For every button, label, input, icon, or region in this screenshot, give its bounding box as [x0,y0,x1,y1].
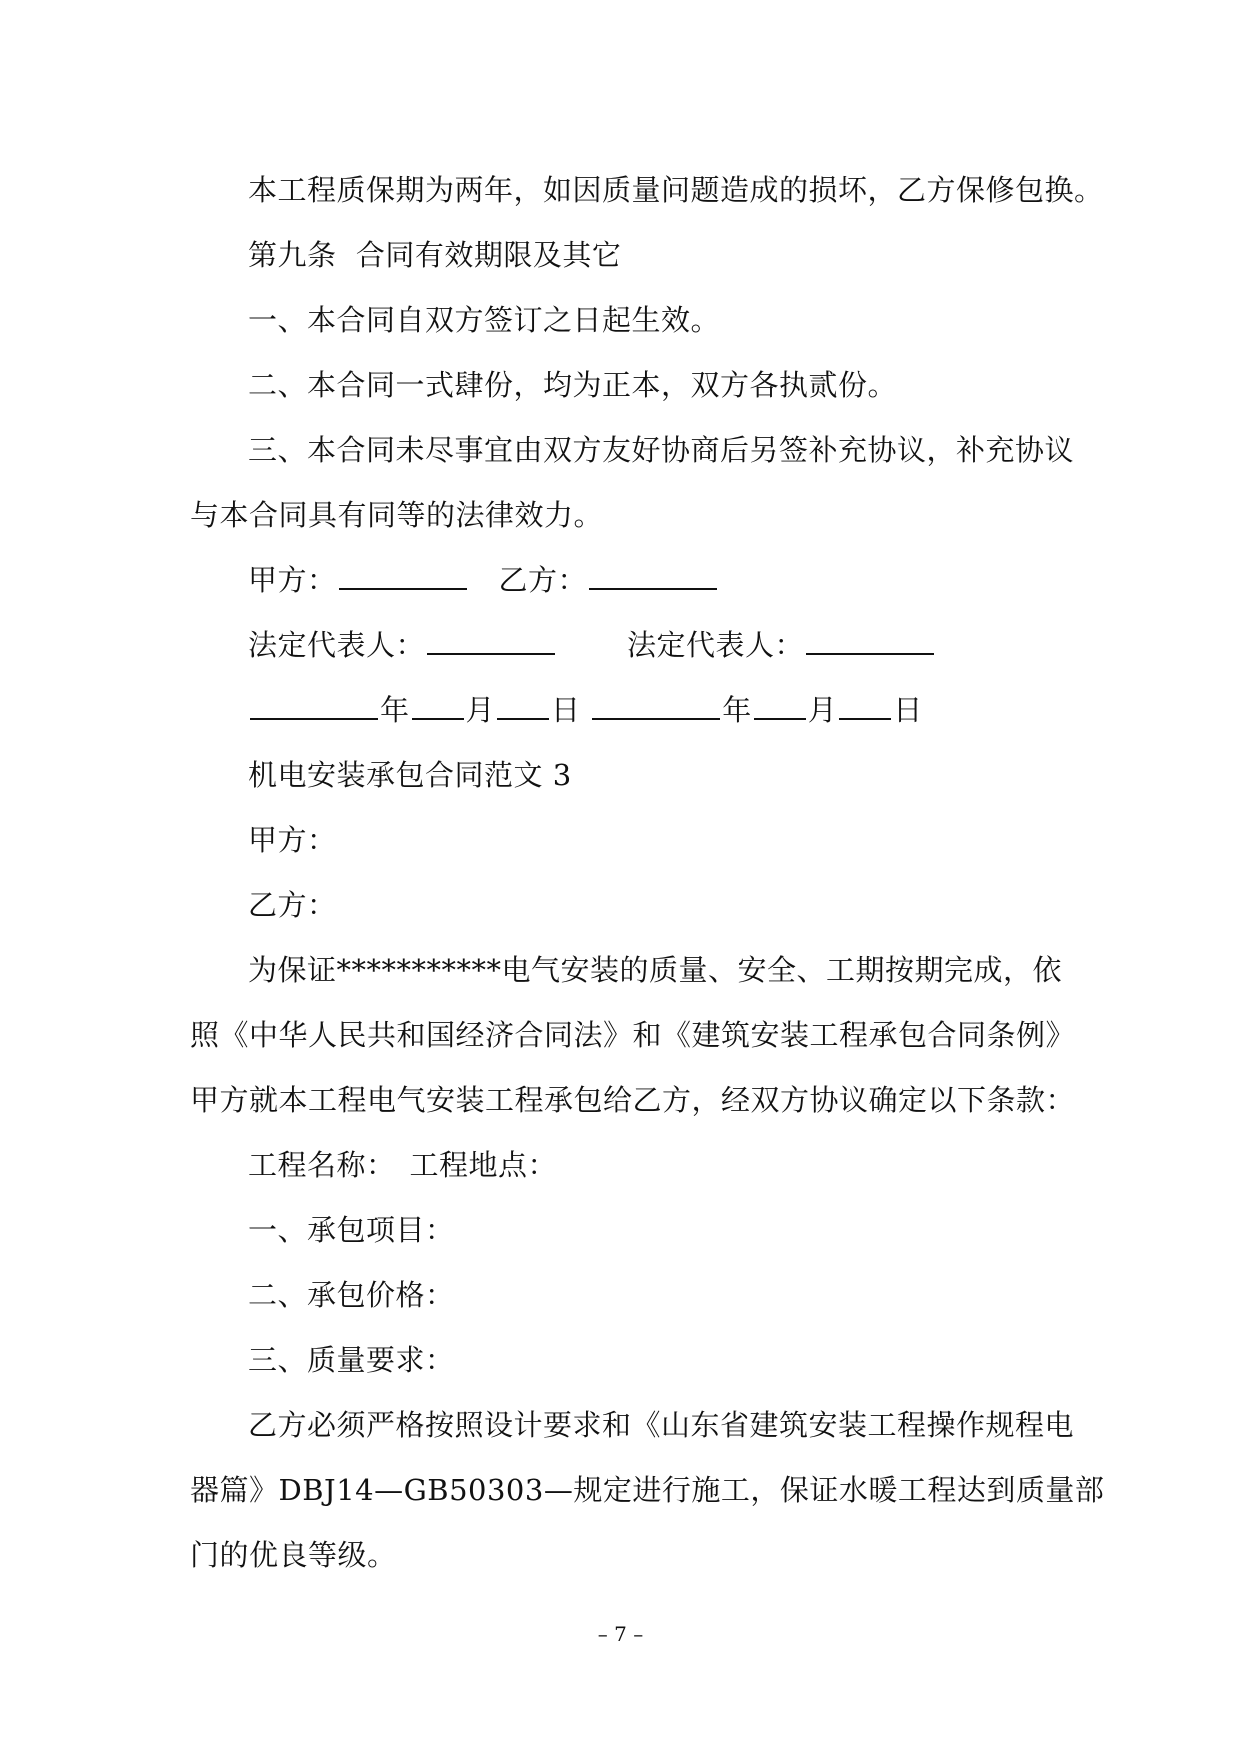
party-a-line: 甲方： [248,823,337,857]
paragraph: 一、本合同自双方签订之日起生效。 [248,303,721,337]
day-blank [497,692,549,720]
paragraph: 乙方必须严格按照设计要求和《山东省建筑安装工程操作规程电 [248,1408,1075,1442]
rep-a-blank [427,627,555,655]
day-label: 日 [551,693,581,727]
section-title: 机电安装承包合同范文 3 [248,758,572,792]
signature-reps [190,613,1070,678]
paragraph: 三、本合同未尽事宜由双方友好协商后另签补充协议，补充协议 [248,433,1075,467]
day-label: 日 [893,693,923,727]
article-heading: 第九条 合同有效期限及其它 [248,238,622,272]
party-b-blank [589,562,717,590]
party-b-line: 乙方： [248,888,337,922]
project-info [190,1133,1070,1198]
year-blank [250,692,378,720]
list-item: 三、质量要求： [248,1343,455,1377]
document-body [190,158,1105,1588]
party-a-blank [339,562,467,590]
party-a-label: 甲方： [248,563,337,597]
day-blank [839,692,891,720]
rep-b-label: 法定代表人： [627,628,805,662]
list-item: 二、承包价格： [248,1278,455,1312]
paragraph: 甲方就本工程电气安装工程承包给乙方，经双方协议确定以下条款： [190,1083,1076,1117]
month-label: 月 [465,693,496,727]
paragraph: 门的优良等级。 [190,1538,397,1572]
list-item: 一、承包项目： [248,1213,455,1247]
page-number: – 7 – [597,1622,644,1646]
paragraph: 本工程质保期为两年，如因质量问题造成的损坏，乙方保修包换。 [248,173,1104,207]
paragraph: 为保证***********电气安装的质量、安全、工期按期完成，依 [248,953,1063,987]
rep-b-blank [806,627,934,655]
month-label: 月 [807,693,838,727]
paragraph: 器篇》DBJ14—GB50303—规定进行施工，保证水暖工程达到质量部 [190,1473,1105,1507]
project-location-label: 工程地点： [409,1148,558,1182]
party-b-label: 乙方： [498,563,588,597]
paragraph: 照《中华人民共和国经济合同法》和《建筑安装工程承包合同条例》 [190,1018,1076,1052]
signature-dates [190,678,1070,743]
month-blank [754,692,806,720]
paragraph: 二、本合同一式肆份，均为正本，双方各执贰份。 [248,368,898,402]
month-blank [412,692,464,720]
rep-a-label: 法定代表人： [248,628,426,662]
signature-parties [190,548,1070,613]
project-name-label: 工程名称： [248,1148,396,1182]
year-label: 年 [722,693,752,727]
year-blank [592,692,720,720]
year-label: 年 [380,693,410,727]
paragraph: 与本合同具有同等的法律效力。 [190,498,604,532]
